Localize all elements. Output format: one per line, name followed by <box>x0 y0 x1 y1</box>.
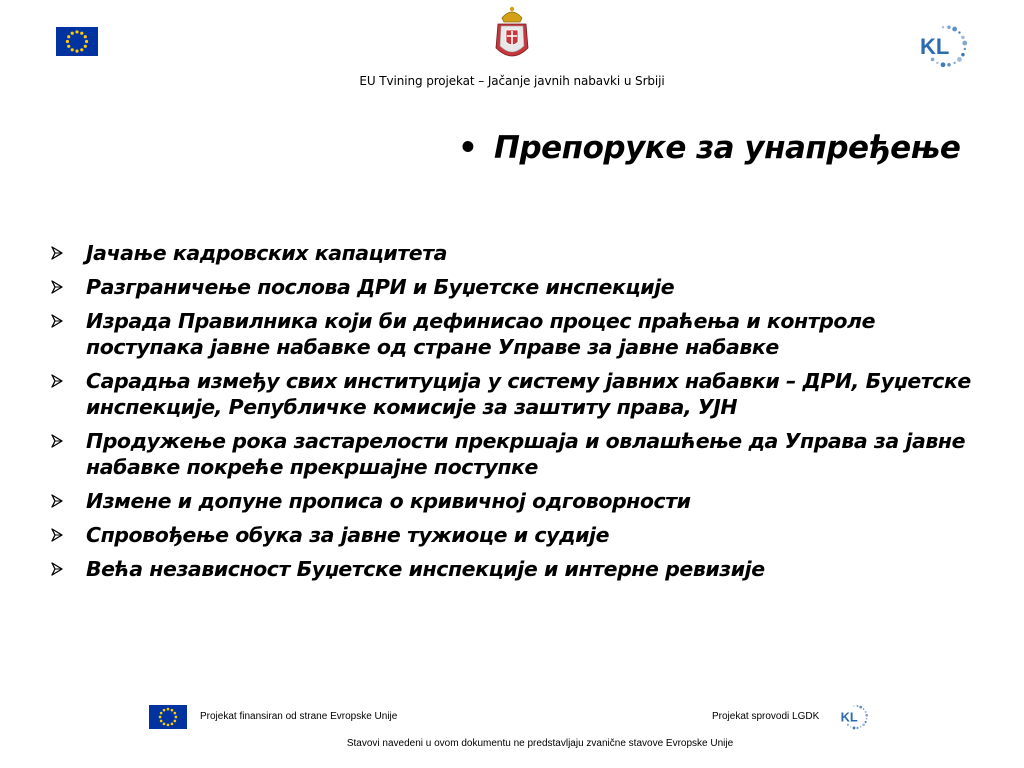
eu-flag-icon <box>56 27 98 56</box>
arrow-bullet-icon <box>50 434 64 448</box>
recommendation-text: Израда Правилника који би дефинисао процес праћења и контроле поступака јавне набавке од стране Управе за јавне набавке <box>86 309 876 359</box>
bullet-dot-icon: • <box>458 130 478 166</box>
arrow-bullet-icon <box>50 528 64 542</box>
list-item <box>46 488 986 514</box>
list-item <box>46 274 986 300</box>
list-item <box>46 428 986 480</box>
recommendations-list <box>46 240 986 590</box>
section-heading <box>458 130 960 166</box>
arrow-bullet-icon <box>50 314 64 328</box>
recommendation-text: Разграничење послова ДРИ и Буџетске инспекције <box>86 275 675 299</box>
list-item <box>46 240 986 266</box>
recommendation-text: Јачање кадровских капацитета <box>86 241 448 265</box>
list-item <box>46 368 986 420</box>
svg-text:KL: KL <box>840 709 858 725</box>
arrow-bullet-icon <box>50 374 64 388</box>
kl-logo-icon <box>838 703 870 731</box>
svg-text:KL: KL <box>920 34 950 59</box>
kl-logo-icon <box>916 22 970 70</box>
serbia-coat-of-arms-icon <box>492 4 532 64</box>
recommendation-text: Већа независност Буџетске инспекције и интерне ревизије <box>86 557 765 581</box>
project-title: EU Tvining projekat – Jačanje javnih nabavki u Srbiji <box>359 74 665 88</box>
list-item <box>46 308 986 360</box>
list-item <box>46 522 986 548</box>
list-item <box>46 556 986 582</box>
recommendation-text: Сарадња између свих институција у систему јавних набавки – ДРИ, Буџетске инспекције, Републичке комисије за заштиту права, УЈН <box>86 369 971 419</box>
footer-disclaimer: Stavovi navedeni u ovom dokumentu ne predstavljaju zvanične stavove Evropske Unije <box>346 738 734 749</box>
section-heading-text: Препоруке за унапређење <box>494 130 961 166</box>
arrow-bullet-icon <box>50 494 64 508</box>
arrow-bullet-icon <box>50 562 64 576</box>
footer-implementer-text: Projekat sprovodi LGDK <box>712 711 820 722</box>
arrow-bullet-icon <box>50 280 64 294</box>
recommendation-text: Измене и допуне прописа о кривичној одговорности <box>86 489 691 513</box>
footer-funding-text: Projekat finansiran od strane Evropske Unije <box>200 711 398 722</box>
eu-flag-icon <box>149 705 187 729</box>
recommendation-text: Спровођење обука за јавне тужиоце и судије <box>86 523 610 547</box>
recommendation-text: Продужење рока застарелости прекршаја и овлашћење да Управа за јавне набавке покреће прекршајне поступке <box>86 429 966 479</box>
arrow-bullet-icon <box>50 246 64 260</box>
